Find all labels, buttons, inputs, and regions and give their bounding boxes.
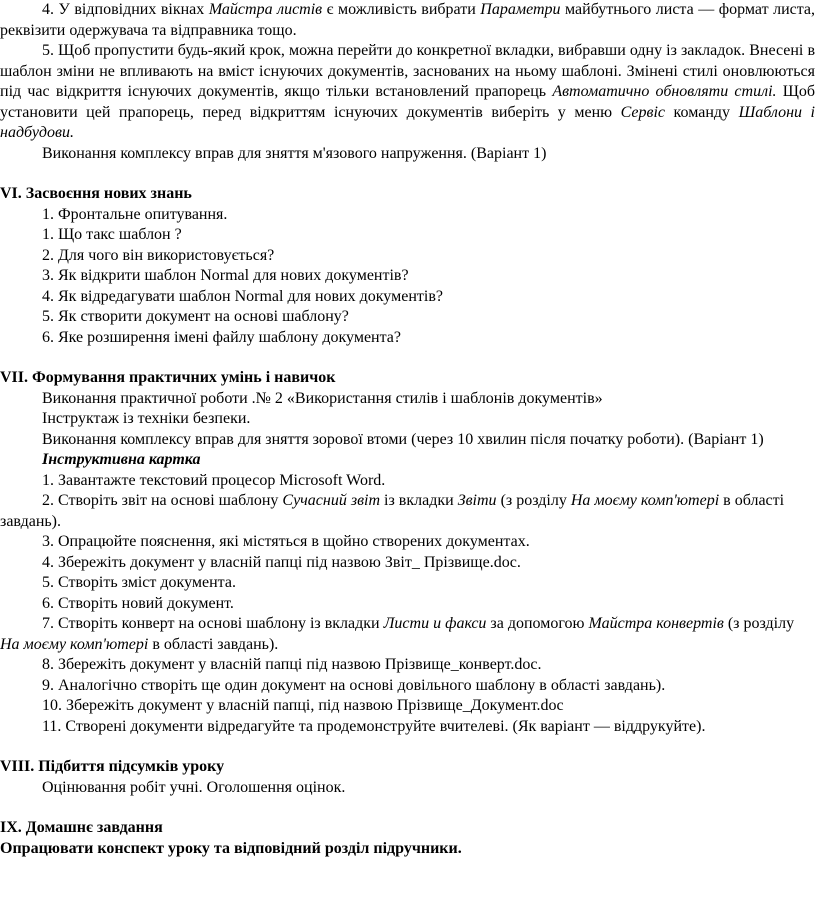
section-6-heading: VI. Засвоєння нових знань [0, 185, 192, 202]
text-run: 7. Створіть конверт на основі шаблону із вкладки [42, 615, 384, 632]
step-2 [0, 491, 815, 532]
list-item: 3. Як відкрити шаблон Normal для нових документів? [42, 267, 409, 284]
italic-term: Параметри [480, 1, 561, 18]
practical-work: Виконання практичної роботи .№ 2 «Використання стилів і шаблонів документів» [42, 389, 603, 407]
step-9: 9. Аналогічно створіть ще один документ на основі довільного шаблону в області завдань). [42, 676, 666, 694]
safety-briefing: Інструктаж із техніки безпеки. [42, 410, 251, 427]
text-run: (з розділу [496, 492, 571, 509]
italic-term: Автоматично обновляти стилі. [552, 83, 777, 100]
step-10: 10. Збережіть документ у власній папці, під назвою Прізвище_Документ.doc [42, 697, 564, 714]
text-run: 4. У відповідних вікнах [42, 1, 209, 18]
eye-exercise: Виконання комплексу вправ для зняття зорової втоми (через 10 хвилин після початку роботи). (Варіант 1) [42, 430, 764, 448]
text-run: команду [665, 103, 739, 121]
text-run: є можливість вибрати [322, 1, 481, 18]
step-8: 8. Збережіть документ у власній папці під назвою Прізвище_конверт.doc. [42, 656, 542, 673]
intro-exercise: Виконання комплексу вправ для зняття м'язового напруження. (Варіант 1) [42, 144, 547, 162]
intro-paragraph-5 [0, 41, 815, 144]
list-item: 6. Яке розширення імені файлу шаблону документа? [42, 328, 401, 346]
list-item: 4. Як відредагувати шаблон Normal для нових документів? [42, 287, 443, 305]
text-run: за допомогою [486, 615, 589, 632]
section-9-heading: IX. Домашнє завдання [0, 819, 163, 836]
italic-term: Листи и факси [383, 615, 487, 632]
step-4: 4. Збережіть документ у власній папці під назвою Звіт_ Прізвище.doc. [42, 553, 521, 571]
text-run: в області завдань). [148, 635, 279, 653]
italic-term: На моєму комп'ютері [0, 635, 149, 653]
text-run: 5. Щоб пропустити будь-який крок, можна перейти до конкретної вкладки, вибравши одну із закладок. Внесені в шаблон зміни не впливають на вміст існуючих документів, заснованих на ньому шаблоні. Змінені стилі оновлюються під час відкриття існуючих документів, якщо тільки встановлений прапорець [0, 42, 815, 100]
step-1: 1. Завантажте текстовий процесор Microsoft Word. [42, 471, 386, 489]
italic-term: Майстра конвертів [588, 615, 724, 632]
italic-term: Шаблони і надбудови. [0, 103, 815, 141]
list-item: 1. Що такс шаблон ? [42, 226, 182, 243]
instruction-card-title: Інструктивна картка [42, 451, 201, 468]
text-run: майбутнього листа — формат листа, реквізити одержувача та відправника тощо. [0, 1, 816, 39]
italic-term: Звіти [457, 492, 497, 509]
step-11: 11. Створені документи відредагуйте та продемонструйте вчителеві. (Як варіант — віддрукуйте). [42, 717, 706, 735]
text-run: в області завдань). [0, 492, 785, 530]
section-7-heading: VII. Формування практичних умінь і навичок [0, 369, 336, 386]
text-run: із вкладки [380, 492, 458, 509]
italic-term: Сервіс [620, 103, 665, 121]
text-run: Щоб установити цей прапорець, перед відкриттям існуючих документів виберіть у меню [0, 83, 816, 121]
step-6: 6. Створіть новий документ. [42, 594, 234, 612]
list-item: 5. Як створити документ на основі шаблону? [42, 308, 349, 325]
step-5: 5. Створіть зміст документа. [42, 574, 236, 591]
text-run: (з розділу [723, 615, 795, 632]
italic-term: Сучасний звіт [282, 492, 381, 509]
intro-paragraph-4 [0, 0, 815, 41]
text-run: 2. Створіть звіт на основі шаблону [42, 492, 283, 509]
list-item: 1. Фронтальне опитування. [42, 205, 228, 223]
section-8-heading: VIII. Підбиття підсумків уроку [0, 758, 225, 775]
summary-text: Оцінювання робіт учні. Оголошення оцінок. [42, 778, 346, 796]
italic-term: На моєму комп'ютері [570, 492, 720, 509]
italic-term: Майстра листів [208, 1, 323, 18]
step-7 [0, 614, 815, 655]
step-3: 3. Опрацюйте пояснення, які містяться в щойно створених документах. [42, 533, 530, 550]
homework-text: Опрацювати конспект уроку та відповідний розділ підручники. [0, 839, 462, 857]
list-item: 2. Для чого він використовується? [42, 246, 275, 264]
